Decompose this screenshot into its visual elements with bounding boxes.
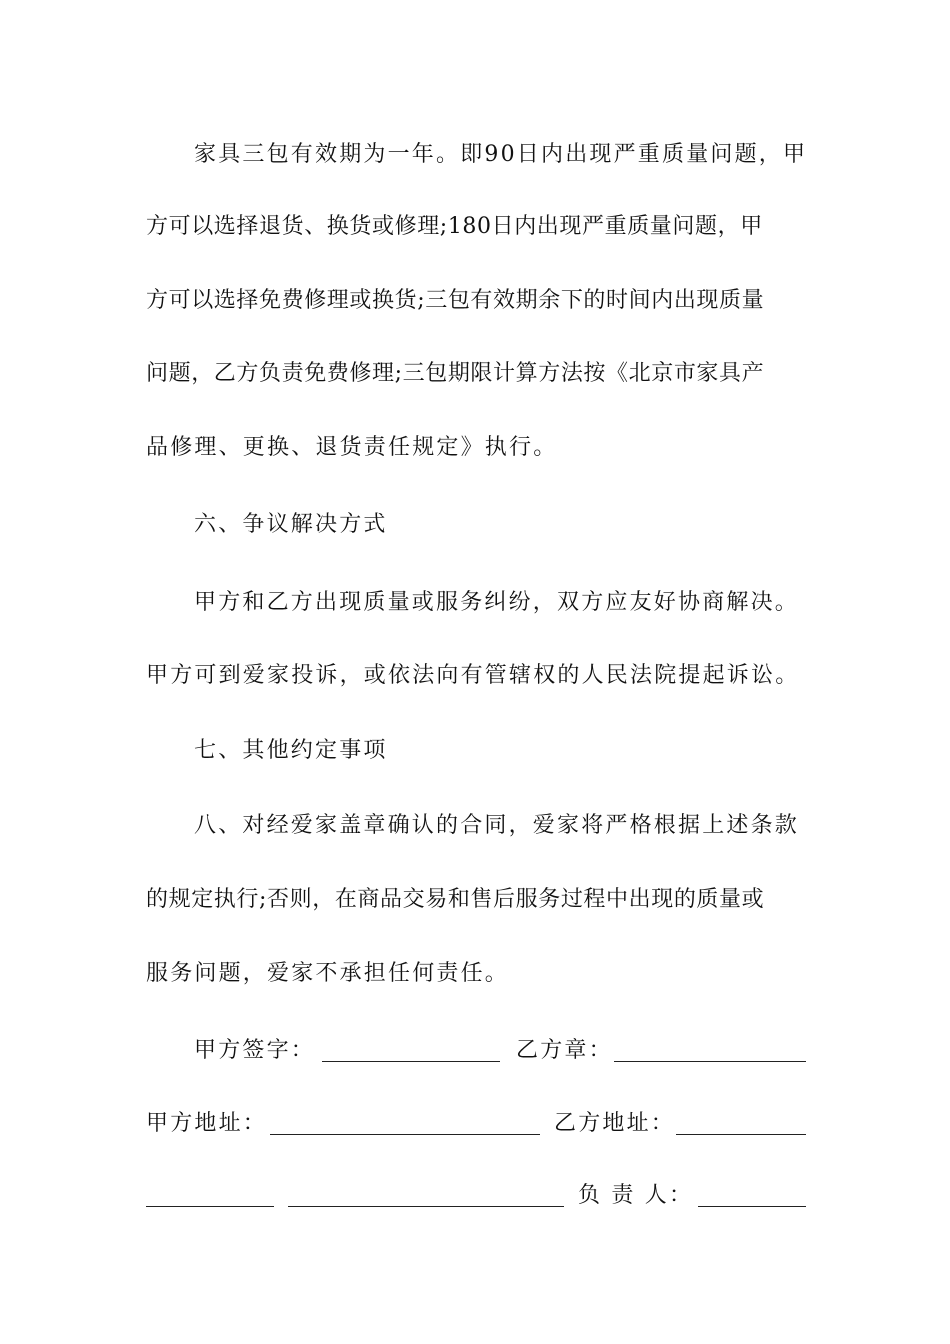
paragraph-line-6: 甲方和乙方出现质量或服务纠纷，双方应友好协商解决。 bbox=[194, 590, 800, 615]
signature-row-2 bbox=[146, 1110, 810, 1144]
section-heading-six: 六、争议解决方式 bbox=[194, 512, 388, 537]
party-a-sign-blank[interactable] bbox=[322, 1061, 500, 1062]
paragraph-line-10: 服务问题，爱家不承担任何责任。 bbox=[146, 961, 510, 986]
paragraph-line-9: 的规定执行;否则，在商品交易和售后服务过程中出现的质量或 bbox=[146, 887, 765, 912]
party-b-address-blank[interactable] bbox=[676, 1134, 806, 1135]
person-in-charge-blank[interactable] bbox=[698, 1206, 806, 1207]
party-a-address-blank[interactable] bbox=[270, 1134, 540, 1135]
paragraph-line-5: 品修理、更换、退货责任规定》执行。 bbox=[146, 435, 558, 460]
paragraph-line-7: 甲方可到爱家投诉，或依法向有管辖权的人民法院提起诉讼。 bbox=[146, 663, 800, 688]
section-heading-seven: 七、其他约定事项 bbox=[194, 738, 388, 763]
party-b-seal-blank[interactable] bbox=[614, 1061, 806, 1062]
party-a-address-continuation-blank[interactable] bbox=[146, 1206, 274, 1207]
paragraph-line-1: 家具三包有效期为一年。即90日内出现严重质量问题，甲 bbox=[194, 142, 808, 167]
party-a-sign-label: 甲方签字： bbox=[194, 1038, 316, 1063]
party-b-seal-label: 乙方章： bbox=[516, 1038, 613, 1063]
party-b-address-label: 乙方地址： bbox=[554, 1111, 676, 1136]
party-a-address-label: 甲方地址： bbox=[146, 1111, 268, 1136]
signature-row-3 bbox=[146, 1182, 810, 1216]
paragraph-line-2: 方可以选择退货、换货或修理;180日内出现严重质量问题，甲 bbox=[146, 214, 763, 239]
person-in-charge-label: 负 责 人： bbox=[578, 1183, 694, 1208]
party-b-address-continuation-blank[interactable] bbox=[288, 1206, 564, 1207]
paragraph-line-3: 方可以选择免费修理或换货;三包有效期余下的时间内出现质量 bbox=[146, 288, 765, 313]
signature-row-1 bbox=[146, 1037, 810, 1071]
paragraph-line-8: 八、对经爱家盖章确认的合同，爱家将严格根据上述条款 bbox=[194, 813, 800, 838]
paragraph-line-4: 问题，乙方负责免费修理;三包期限计算方法按《北京市家具产 bbox=[146, 361, 765, 386]
